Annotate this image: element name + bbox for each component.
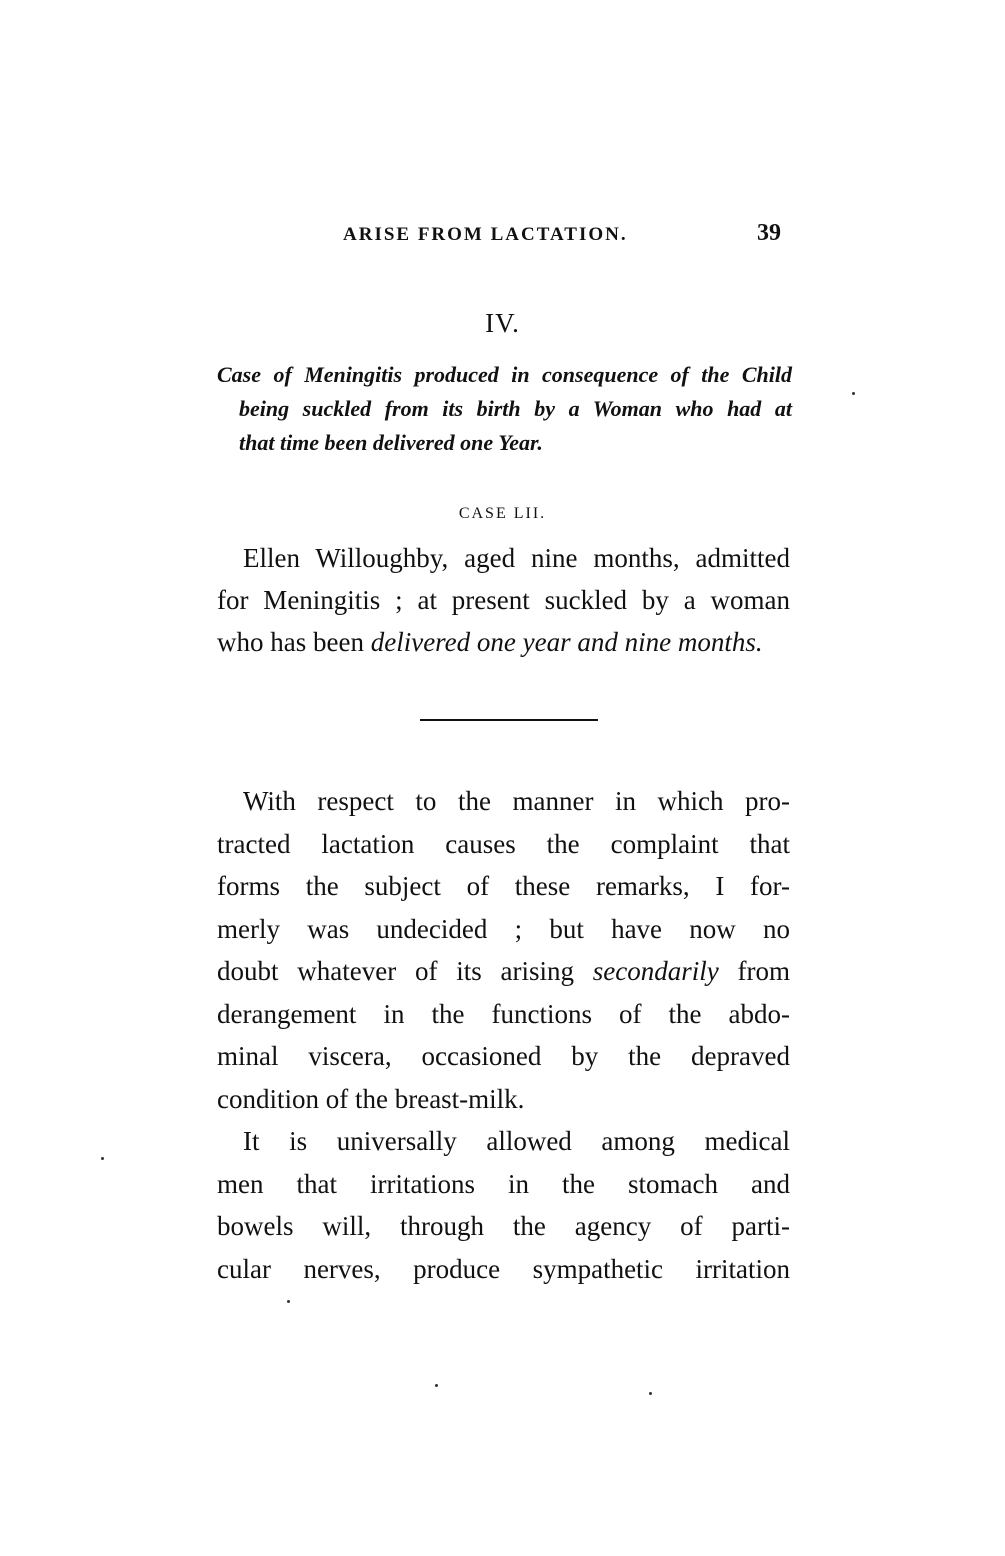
body-paragraph-1 (217, 780, 790, 1120)
section-title-line: that time been delivered one Year. (239, 430, 543, 455)
section-title-line: Case of Meningitis produced in consequence of the Child (217, 362, 792, 387)
page-number: 39 (757, 220, 781, 246)
paragraph-line: tracted lactation causes the complaint that (217, 828, 790, 859)
paragraph-line: With respect to the manner in which pro- (243, 786, 790, 816)
paragraph-line: men that irritations in the stomach and (217, 1168, 790, 1199)
paragraph-line: condition of the breast-milk. (217, 1083, 525, 1114)
section-numeral: IV. (485, 308, 520, 338)
separator-rule (420, 719, 598, 721)
section-title (217, 358, 792, 460)
paragraph-line: bowels will, through the agency of parti- (217, 1211, 790, 1241)
running-head: ARISE FROM LACTATION. (343, 224, 628, 245)
paragraph-line: merly was undecided ; but have now no (217, 913, 790, 944)
case-line-emphasis: delivered one year and nine months. (370, 627, 763, 657)
section-title-line: being suckled from its birth by a Woman who had at (239, 396, 792, 421)
paragraph-line: It is universally allowed among medical (243, 1126, 790, 1156)
scan-speck (649, 1392, 652, 1395)
scan-speck (852, 392, 855, 395)
case-paragraph-line: Ellen Willoughby, aged nine months, admitted (243, 543, 790, 573)
case-paragraph-line (217, 621, 790, 663)
case-paragraph (217, 537, 790, 663)
case-heading: CASE LII. (458, 505, 547, 522)
case-line-text: who has been (217, 627, 371, 657)
line-text: from (718, 956, 790, 986)
line-emphasis: secondarily (592, 956, 719, 986)
paragraph-line: derangement in the functions of the abdo- (217, 998, 790, 1029)
paragraph-line: forms the subject of these remarks, I for- (217, 871, 790, 901)
paragraph-line (217, 950, 790, 993)
scan-speck (435, 1384, 438, 1387)
line-text: doubt whatever of its arising (217, 956, 593, 986)
paragraph-line: minal viscera, occasioned by the depraved (217, 1041, 790, 1071)
case-paragraph-line: for Meningitis ; at present suckled by a woman (217, 585, 790, 615)
paragraph-line: cular nerves, produce sympathetic irritation (217, 1253, 790, 1284)
scan-speck (287, 1300, 290, 1303)
body-paragraph-2 (217, 1120, 790, 1290)
scan-speck (101, 1157, 104, 1160)
